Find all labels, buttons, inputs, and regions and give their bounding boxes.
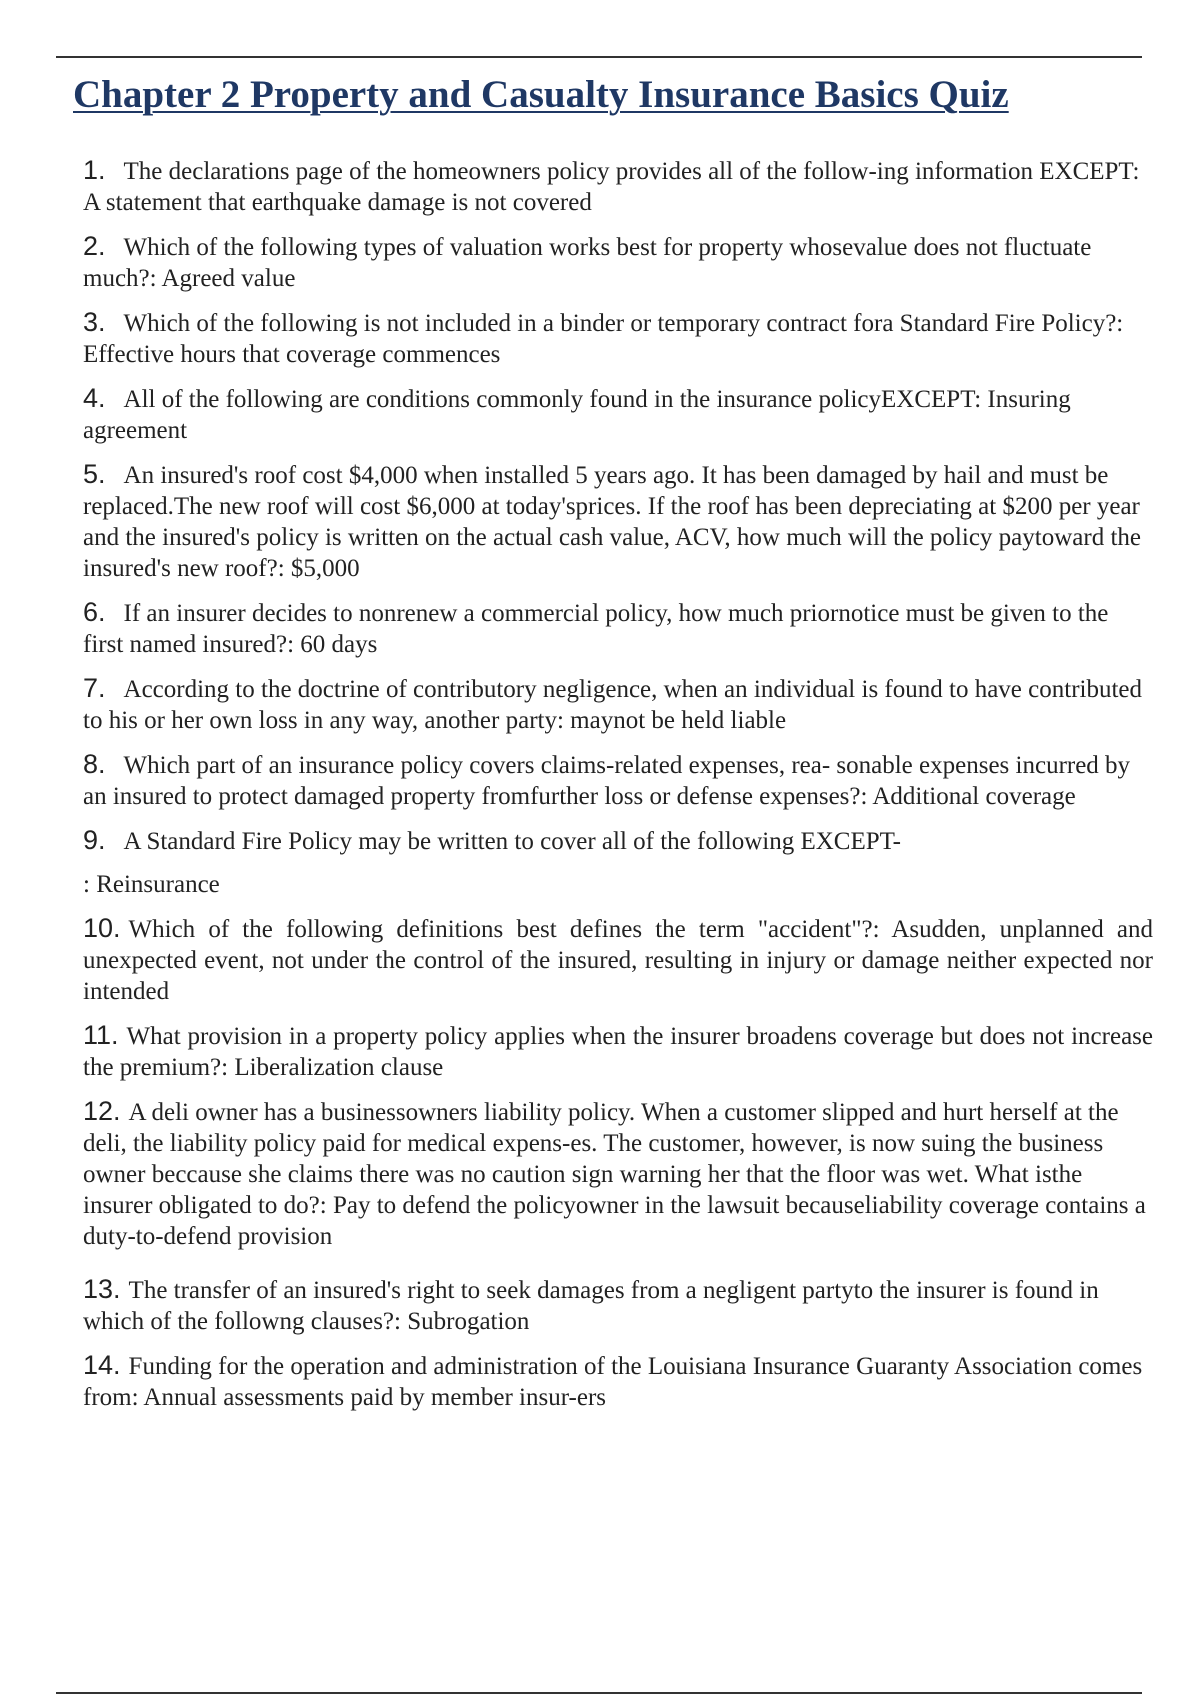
question-2 <box>83 231 1153 294</box>
question-10 <box>83 913 1153 1007</box>
question-text: If an insurer decides to nonrenew a commercial policy, how much priornotice must be given to the first named insured?: 60 days <box>83 600 1109 658</box>
question-text: The declarations page of the homeowners policy provides all of the follow-ing information EXCEPT: A statement that earthquake damage is not covered <box>83 158 1140 216</box>
question-text: Which of the following is not included in a binder or temporary contract fora Standard Fire Policy?: Effective hours that coverage commences <box>83 310 1124 368</box>
question-number: 2. <box>83 231 106 261</box>
question-text: What provision in a property policy applies when the insurer broadens coverage but does not increase the premium?: Liberalization clause <box>83 1023 1153 1081</box>
question-1 <box>83 155 1153 218</box>
question-number: 11. <box>83 1020 119 1050</box>
question-text: An insured's roof cost $4,000 when installed 5 years ago. It has been damaged by hail and must be replaced.The new roof will cost $6,000 at today'sprices. If the roof has been depreciating at $200 per year and the insured's policy is written on the actual cash value, ACV, how much will the policy paytoward the insured's new roof?: $5,000 <box>83 462 1141 582</box>
question-11 <box>83 1020 1153 1083</box>
question-number: 13. <box>83 1274 121 1304</box>
question-9 <box>83 825 1153 900</box>
question-number: 6. <box>83 597 106 627</box>
question-12 <box>83 1096 1153 1252</box>
question-answer: : Reinsurance <box>83 871 220 898</box>
question-5 <box>83 459 1153 584</box>
question-text: All of the following are conditions commonly found in the insurance policyEXCEPT: Insuring agreement <box>83 386 1071 444</box>
question-number: 14. <box>83 1350 121 1380</box>
question-number: 7. <box>83 673 106 703</box>
question-text: According to the doctrine of contributory negligence, when an individual is found to have contributed to his or her own loss in any way, another party: maynot be held liable <box>83 676 1143 734</box>
question-number: 12. <box>83 1096 121 1126</box>
question-number: 8. <box>83 749 106 779</box>
question-text: Which of the following types of valuation works best for property whosevalue does not fluctuate much?: Agreed value <box>83 234 1092 292</box>
question-text: A deli owner has a businessowners liability policy. When a customer slipped and hurt herself at the deli, the liability policy paid for medical expens-es. The customer, however, is now suing the business owner beccause she claims there was no caution sign warning her that the floor was wet. What isthe insurer obligated to do?: Pay to defend the policyowner in the lawsuit becauseliability coverage contains a duty-to-defend provision <box>83 1099 1146 1250</box>
question-6 <box>83 597 1153 660</box>
question-7 <box>83 673 1153 736</box>
question-13 <box>83 1274 1153 1337</box>
question-text: Funding for the operation and administration of the Louisiana Insurance Guaranty Association comes from: Annual assessments paid by member insur-ers <box>83 1353 1143 1411</box>
question-number: 1. <box>83 155 106 185</box>
question-text: Which part of an insurance policy covers claims-related expenses, rea- sonable expenses incurred by an insured to protect damaged property fromfurther loss or defense expenses?: Additional coverage <box>83 752 1131 810</box>
question-number: 5. <box>83 459 106 489</box>
bottom-rule <box>56 1692 1142 1694</box>
question-number: 3. <box>83 307 106 337</box>
question-3 <box>83 307 1153 370</box>
question-14 <box>83 1350 1153 1413</box>
question-text: Which of the following definitions best defines the term "accident"?: Asudden, unplanned and unexpected event, not under the control of the insured, resulting in injury or damage neither expected nor intended <box>83 916 1153 1005</box>
question-text: The transfer of an insured's right to seek damages from a negligent partyto the insurer is found in which of the followng clauses?: Subrogation <box>83 1277 1099 1335</box>
page-title: Chapter 2 Property and Casualty Insurance Basics Quiz <box>73 73 1009 116</box>
top-rule <box>56 56 1142 58</box>
question-8 <box>83 749 1153 812</box>
question-text: A Standard Fire Policy may be written to cover all of the following EXCEPT- <box>123 828 901 855</box>
question-number: 4. <box>83 383 106 413</box>
question-number: 10. <box>83 913 121 943</box>
question-number: 9. <box>83 825 106 855</box>
question-list <box>83 155 1153 1426</box>
question-4 <box>83 383 1153 446</box>
